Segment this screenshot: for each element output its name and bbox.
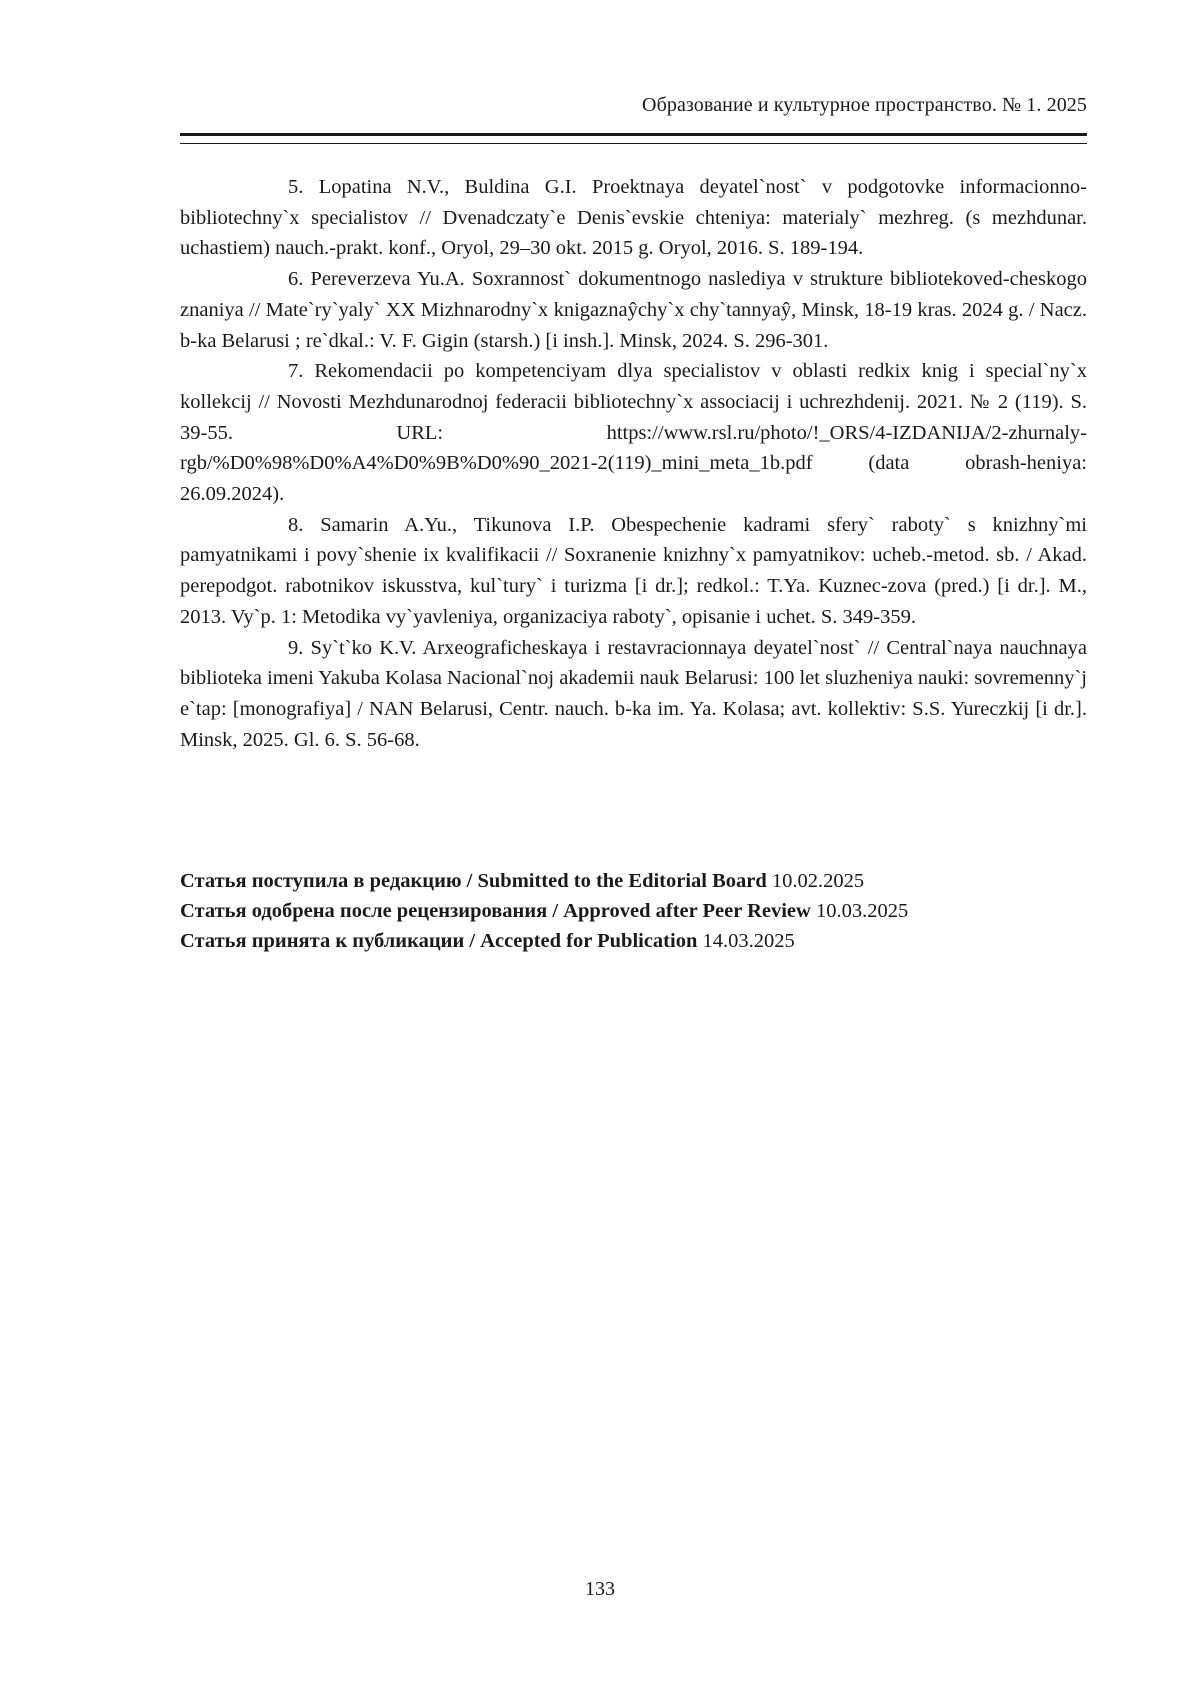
reference-item-7 (180, 356, 1087, 510)
running-header: Образование и культурное пространство. № 1. 2025 (642, 94, 1087, 116)
reference-number: 9. (288, 636, 304, 659)
approved-date: 10.03.2025 (815, 900, 909, 922)
submitted-date: 10.02.2025 (771, 870, 865, 892)
submitted-label: Статья поступила в редакцию / Submitted to the Editorial Board (180, 870, 767, 892)
reference-text: Samarin A.Yu., Tikunova I.P. Obespechenie kadrami sfery` raboty` s knizhny`mi pamyatnikami i povy`shenie ix kvalifikacii // Soxranenie knizhny`x pamyatnikov: ucheb.-metod. sb. / Akad. perepodgot. rabotnikov iskusstva, kul`tury` i turizma [i dr.]; redkol.: T.Ya. Kuznec-zova (pred.) [i dr.]. M., 2013. Vy`p. 1: Metodika vy`yavleniya, organizaciya raboty`, opisanie i uchet. S. 349-359. (180, 513, 1088, 628)
reference-number: 7. (288, 360, 304, 383)
reference-number: 6. (288, 268, 304, 291)
header-double-rule (180, 133, 1087, 144)
reference-item-8 (180, 510, 1087, 633)
submitted-line (180, 866, 1087, 896)
reference-text: Rekomendacii po kompetenciyam dlya specialistov v oblasti redkix knig i special`ny`x kollekcij // Novosti Mezhdunarodnoj federacii bibliotechny`x associacij i uchrezhdenij. 2021. № 2 (119). S. 39-55. URL: https://www.rsl.ru/photo/!_ORS/4-IZDANIJA/2-zhurnaly-rgb/%D0%98%D0%A4%D0%9B%D0%90_2021-2(119)_mini_meta_1b.pdf (data obrash-heniya: 26.09.2024). (180, 360, 1087, 506)
editorial-history (180, 866, 1087, 956)
reference-item-5 (180, 172, 1087, 264)
reference-text: Sy`t`ko K.V. Arxeograficheskaya i restavracionnaya deyatel`nost` // Central`naya nauchnaya biblioteka imeni Yakuba Kolasa Nacional`noj akademii nauk Belarusi: 100 let sluzheniya nauki: sovremenny`j e`tap: [monografiya] / NAN Belarusi, Centr. nauch. b-ka im. Ya. Kolasa; avt. kollektiv: S.S. Yureczkij [i dr.]. Minsk, 2025. Gl. 6. S. 56-68. (180, 636, 1087, 751)
approved-line (180, 896, 1087, 926)
accepted-line (180, 926, 1087, 956)
reference-item-6 (180, 264, 1087, 356)
approved-label: Статья одобрена после рецензирования / Approved after Peer Review (180, 900, 811, 922)
reference-item-9 (180, 633, 1087, 756)
reference-text: Pereverzeva Yu.A. Soxrannost` dokumentnogo naslediya v strukture bibliotekoved-cheskogo znaniya // Mate`ry`yaly` XX Mizhnarodny`x knigaznaŷchy`x chy`tannyaŷ, Minsk, 18-19 kras. 2024 g. / Nacz. b-ka Belarusi ; re`dkal.: V. F. Gigin (starsh.) [i insh.]. Minsk, 2024. S. 296-301. (180, 268, 1088, 352)
accepted-date: 14.03.2025 (702, 930, 795, 952)
reference-number: 5. (288, 176, 304, 198)
reference-number: 8. (288, 513, 304, 536)
reference-list (180, 172, 1087, 755)
accepted-label: Статья принята к публикации / Accepted for Publication (180, 930, 698, 952)
page-number: 133 (585, 1578, 615, 1600)
reference-text: Lopatina N.V., Buldina G.I. Proektnaya deyatel`nost` v podgotovke informacionno-bibliotechny`x specialistov // Dvenadczaty`e Denis`evskie chteniya: materialy` mezhreg. (s mezhdunar. uchastiem) nauch.-prakt. konf., Oryol, 29–30 okt. 2015 g. Oryol, 2016. S. 189-194. (180, 176, 1088, 260)
